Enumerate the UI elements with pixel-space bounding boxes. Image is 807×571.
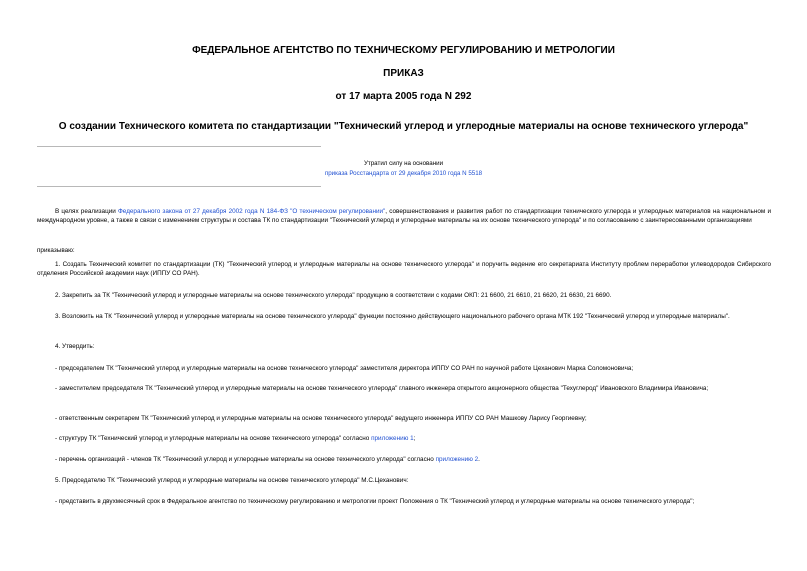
paragraph-structure bbox=[37, 434, 771, 443]
paragraph-order-word: приказываю: bbox=[37, 247, 75, 254]
paragraph-members bbox=[37, 455, 771, 464]
paragraph-text: , совершенствования и развития работ по стандартизации технического углерода и углеродных материалов на национальном и международном уровне, а также в связи с изменением структуры и состава ТК по стандартизации "Технический углерод и углеродные материалы на их основе технического углерода" и по согласованию с заинтересованными организациями bbox=[37, 208, 771, 224]
paragraph-item-2: 2. Закрепить за ТК "Технический углерод и углеродные материалы на основе технического углерода" продукцию в соответствии с кодами ОКП: 21 6600, 21 6610, 21 6620, 21 6630, 21 6690. bbox=[55, 292, 612, 299]
paragraph-text: - перечень организаций - членов ТК "Технический углерод и углеродные материалы на основе технического углерода" согласно bbox=[55, 456, 436, 463]
status-note: Утратил силу на основании bbox=[363, 160, 444, 167]
appendix-2-link[interactable]: приложению 2 bbox=[435, 456, 479, 463]
divider-top bbox=[37, 146, 321, 147]
appendix-1-link[interactable]: приложению 1 bbox=[371, 435, 414, 442]
paragraph-text: . bbox=[478, 456, 480, 463]
paragraph-item-5: 5. Председателю ТК "Технический углерод и углеродные материалы на основе технического углерода" М.С.Цеханович: bbox=[55, 477, 409, 484]
paragraph-regulation: - представить в двухмесячный срок в Федеральное агентство по техническому регулированию и метрологии проект Положения о ТК "Технический углерод и углеродные материалы на основе технического углерода"; bbox=[55, 498, 695, 505]
agency-heading: ФЕДЕРАЛЬНОЕ АГЕНТСТВО ПО ТЕХНИЧЕСКОМУ РЕГУЛИРОВАНИЮ И МЕТРОЛОГИИ bbox=[192, 45, 615, 56]
paragraph-chairman: - председателем ТК "Технический углерод и углеродные материалы на основе технического углерода" заместителя директора ИППУ СО РАН по научной работе Цеханович Марка Соломоновича; bbox=[55, 365, 634, 372]
paragraph-text: В целях реализации bbox=[55, 208, 118, 215]
document-date-number: от 17 марта 2005 года N 292 bbox=[335, 91, 472, 102]
paragraph-deputy-chairman: - заместителем председателя ТК "Технический углерод и углеродные материалы на основе технического углерода" главного инженера открытого акционерного общества "Техуглерод" Ивановского Владимира Ивановича; bbox=[55, 385, 709, 392]
paragraph-text: ; bbox=[413, 435, 416, 442]
paragraph-item-4: 4. Утвердить: bbox=[55, 343, 95, 350]
federal-law-link[interactable]: Федерального закона от 27 декабря 2002 года N 184-ФЗ "О техническом регулировании" bbox=[117, 208, 386, 215]
paragraph-item-1: 1. Создать Технический комитет по стандартизации (ТК) "Технический углерод и углеродные материалы на основе технического углерода" и поручить ведение его секретариата Институту проблем переработки углеводородов Сибирского отделения Российской академии наук (ИППУ СО РАН). bbox=[37, 261, 771, 277]
divider-bottom bbox=[37, 186, 321, 187]
status-note-link-line bbox=[0, 170, 807, 177]
paragraph-preamble bbox=[37, 207, 771, 225]
repeal-order-link[interactable]: приказа Росстандарта от 29 декабря 2010 года N 5518 bbox=[324, 170, 483, 177]
document-type-heading: ПРИКАЗ bbox=[383, 68, 424, 79]
paragraph-item-3: 3. Возложить на ТК "Технический углерод и углеродные материалы на основе технического углерода" функции постоянно действующего национального рабочего органа МТК 192 "Технический углерод и углеродные материалы". bbox=[55, 313, 730, 320]
paragraph-secretary: - ответственным секретарем ТК "Технический углерод и углеродные материалы на основе технического углерода" ведущего инженера ИППУ СО РАН Машкову Ларису Георгиевну; bbox=[55, 415, 587, 422]
paragraph-text: - структуру ТК "Технический углерод и углеродные материалы на основе технического углерода" согласно bbox=[55, 435, 372, 442]
document-title: О создании Технического комитета по стандартизации "Технический углерод и углеродные материалы на основе технического углерода" bbox=[58, 121, 749, 132]
